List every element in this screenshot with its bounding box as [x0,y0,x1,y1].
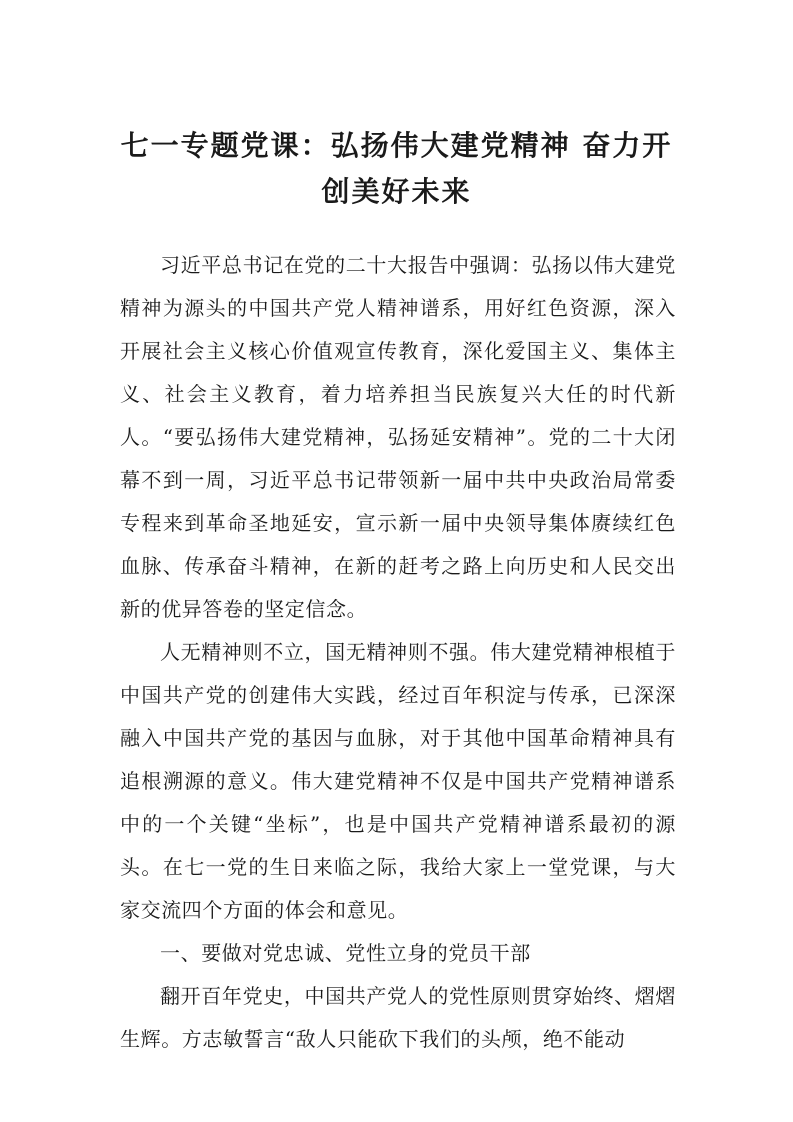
section-heading-one: 一、要做对党忠诚、党性立身的党员干部 [160,941,531,965]
paragraph-intro: 习近平总书记在党的二十大报告中强调：弘扬以伟大建党精神为源头的中国共产党人精神谱系，用好红色资源，深入开展社会主义核心价值观宣传教育，深化爱国主义、集体主义、社会主义教育，着力培养担当民族复兴大任的时代新人。“要弘扬伟大建党精神，弘扬延安精神”。党的二十大闭幕不到一周，习近平总书记带领新一届中共中央政治局常委专程来到革命圣地延安，宣示新一届中央领导集体赓续红色血脉、传承奋斗精神，在新的赶考之路上向历史和人民交出新的优异答卷的坚定信念。 [120,253,676,621]
document-title-line-2: 创美好未来 [321,175,472,208]
paragraph-spirit: 人无精神则不立，国无精神则不强。伟大建党精神根植于中国共产党的创建伟大实践，经过百年积淀与传承，已深深融入中国共产党的基因与血脉，对于其他中国革命精神具有追根溯源的意义。伟大建党精神不仅是中国共产党精神谱系中的一个关键“坐标”，也是中国共产党精神谱系最初的源头。在七一党的生日来临之际，我给大家上一堂党课，与大家交流四个方面的体会和意见。 [120,640,676,922]
paragraph-party-history: 翻开百年党史，中国共产党人的党性原则贯穿始终、熠熠生辉。方志敏誓言“敌人只能砍下我们的头颅，绝不能动 [120,984,676,1051]
document-title-line-1: 七一专题党课：弘扬伟大建党精神 奋力开 [120,129,673,162]
document-body [120,244,676,1061]
